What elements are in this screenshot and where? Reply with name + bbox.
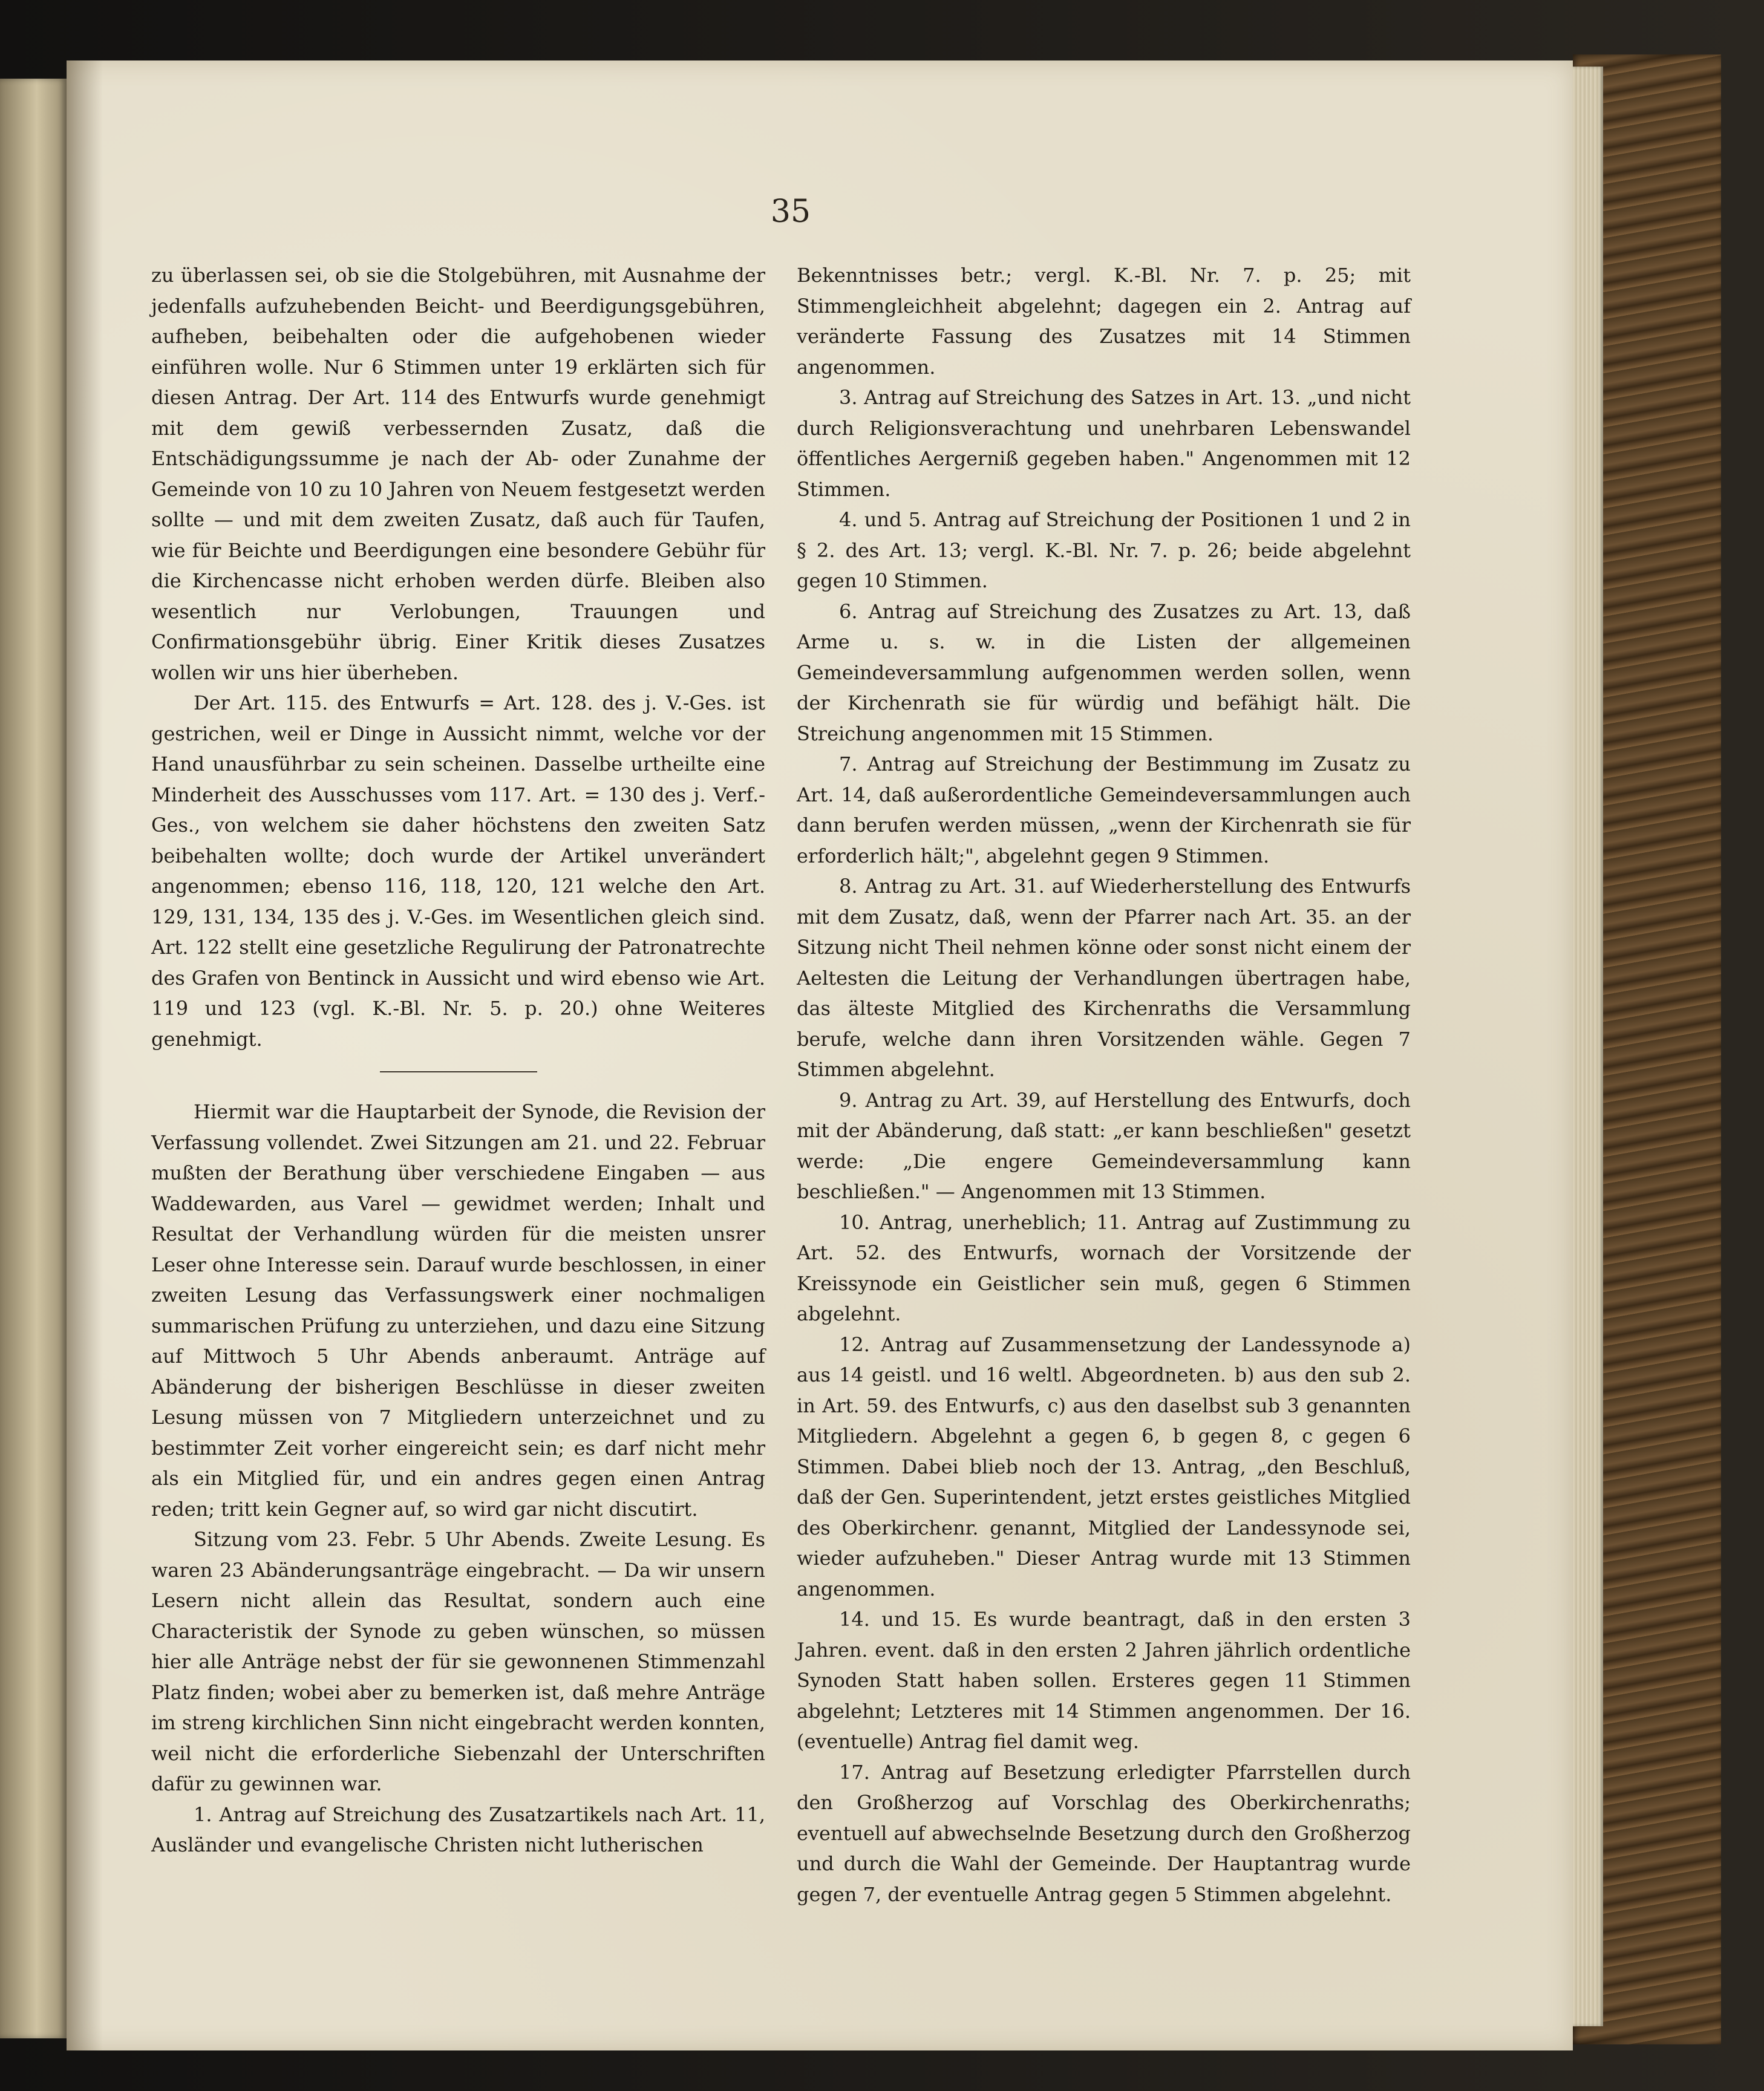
paragraph: 3. Antrag auf Streichung des Satzes in Art. 13. „und nicht durch Religionsverachtung und unehrbaren Lebenswandel öffentliches Aergerniß gegeben haben." Angenommen mit 12 Stimmen.	[797, 386, 1411, 501]
paragraph: Hiermit war die Hauptarbeit der Synode, die Revision der Verfassung vollendet. Zwei Sitzungen am 21. und 22. Februar mußten der Berathung über verschiedene Eingaben — aus Waddewarden, aus Varel — gewidmet werden; Inhalt und Resultat der Verhandlung würden für die meisten unsrer Leser ohne Interesse sein. Darauf wurde beschlossen, in einer zweiten Lesung das Verfassungswerk einer nochmaligen summarischen Prüfung zu unterziehen, und dazu eine Sitzung auf Mittwoch 5 Uhr Abends anberaumt. Anträge auf Abänderung der bisherigen Beschlüsse in dieser zweiten Lesung müssen von 7 Mitgliedern unterzeichnet und zu bestimmter Zeit vorher eingereicht sein; es darf nicht mehr als ein Mitglied für, und ein andres gegen einen Antrag reden; tritt kein Gegner auf, so wird gar nicht discutirt.	[151, 1100, 765, 1521]
paragraph: 8. Antrag zu Art. 31. auf Wiederherstellung des Entwurfs mit dem Zusatz, daß, wenn der Pfarrer nach Art. 35. an der Sitzung nicht Theil nehmen könne oder sonst nicht einem der Aeltesten die Leitung der Verhandlungen übertragen habe, das älteste Mitglied des Kirchenraths die Versammlung berufe, welche dann ihren Vorsitzenden wähle. Gegen 7 Stimmen abgelehnt.	[797, 875, 1411, 1081]
paragraph: 9. Antrag zu Art. 39, auf Herstellung des Entwurfs, doch mit der Abänderung, daß statt: „er kann beschließen" gesetzt werde: „Die engere Gemeindeversammlung kann beschließen." — Angenommen mit 13 Stimmen.	[797, 1088, 1411, 1203]
paragraph: Der Art. 115. des Entwurfs = Art. 128. des j. V.-Ges. ist gestrichen, weil er Dinge in Aussicht nimmt, welche vor der Hand unausführbar zu sein scheinen. Dasselbe urtheilte eine Minderheit des Ausschusses vom 117. Art. = 130 des j. Verf.-Ges., von welchem sie daher höchstens den zweiten Satz beibehalten wollte; doch wurde der Artikel unverändert angenommen; ebenso 116, 118, 120, 121 welche den Art. 129, 131, 134, 135 des j. V.-Ges. im Wesentlichen gleich sind. Art. 122 stellt eine gesetzliche Regulirung der Patronatrechte des Grafen von Bentinck in Aussicht und wird ebenso wie Art. 119 und 123 (vgl. K.-Bl. Nr. 5. p. 20.) ohne Weiteres genehmigt.	[151, 691, 765, 1051]
paragraph: 7. Antrag auf Streichung der Bestimmung im Zusatz zu Art. 14, daß außerordentliche Gemeindeversammlungen auch dann berufen werden müssen, „wenn der Kirchenrath sie für erforderlich hält;", abgelehnt gegen 9 Stimmen.	[797, 752, 1411, 867]
paragraph: 1. Antrag auf Streichung des Zusatzartikels nach Art. 11, Ausländer und evangelische Christen nicht lutherischen	[151, 1802, 765, 1856]
paragraph: zu überlassen sei, ob sie die Stolgebühren, mit Ausnahme der jedenfalls aufzuhebenden Beicht- und Beerdigungsgebühren, aufheben, beibehalten oder die aufgehobenen wieder einführen wolle. Nur 6 Stimmen unter 19 erklärten sich für diesen Antrag. Der Art. 114 des Entwurfs wurde genehmigt mit dem gewiß verbessernden Zusatz, daß die Entschädigungssumme je nach der Ab- oder Zunahme der Gemeinde von 10 zu 10 Jahren von Neuem festgesetzt werden sollte — und mit dem zweiten Zusatz, daß auch für Taufen, wie für Beichte und Beerdigungen eine besondere Gebühr für die Kirchencasse nicht erhoben werden dürfe. Bleiben also wesentlich nur Verlobungen, Trauungen und Confirmationsgebühr übrig. Einer Kritik dieses Zusatzes wollen wir uns hier überheben.	[151, 264, 765, 684]
right-text-column	[797, 260, 1411, 1910]
paragraph: Bekenntnisses betr.; vergl. K.-Bl. Nr. 7. p. 25; mit Stimmengleichheit abgelehnt; dagegen ein 2. Antrag auf veränderte Fassung des Zusatzes mit 14 Stimmen angenommen.	[797, 264, 1411, 379]
paragraph: 10. Antrag, unerheblich; 11. Antrag auf Zustimmung zu Art. 52. des Entwurfs, wornach der Vorsitzende der Kreissynode ein Geistlicher sein muß, gegen 6 Stimmen abgelehnt.	[797, 1210, 1411, 1325]
paragraph: Sitzung vom 23. Febr. 5 Uhr Abends. Zweite Lesung. Es waren 23 Abänderungsanträge eingebracht. — Da wir unsern Lesern nicht allein das Resultat, sondern auch eine Characteristik der Synode zu geben wünschen, so müssen hier alle Anträge nebst der für sie gewonnenen Stimmenzahl Platz finden; wobei aber zu bemerken ist, daß mehre Anträge im streng kirchlichen Sinn nicht eingebracht werden konnten, weil nicht die erforderliche Siebenzahl der Unterschriften dafür zu gewinnen war.	[151, 1528, 765, 1795]
section-divider	[380, 1071, 537, 1072]
left-page-edge	[0, 79, 67, 2038]
paragraph: 4. und 5. Antrag auf Streichung der Positionen 1 und 2 in § 2. des Art. 13; vergl. K.-Bl. Nr. 7. p. 26; beide abgelehnt gegen 10 Stimmen.	[797, 508, 1411, 592]
paragraph: 14. und 15. Es wurde beantragt, daß in den ersten 3 Jahren. event. daß in den ersten 2 Jahren jährlich ordentliche Synoden Statt haben sollen. Ersteres gegen 11 Stimmen abgelehnt; Letzteres mit 14 Stimmen angenommen. Der 16. (eventuelle) Antrag fiel damit weg.	[797, 1608, 1411, 1753]
gutter-shadow	[67, 60, 103, 2050]
paragraph: 12. Antrag auf Zusammensetzung der Landessynode a) aus 14 geistl. und 16 weltl. Abgeordneten. b) aus den sub 2. in Art. 59. des Entwurfs, c) aus den daselbst sub 3 genannten Mitgliedern. Abgelehnt a gegen 6, b gegen 8, c gegen 6 Stimmen. Dabei blieb noch der 13. Antrag, „den Beschluß, daß der Gen. Superintendent, jetzt erstes geistliches Mitglied des Oberkirchenr. genannt, Mitglied der Landessynode sei, wieder aufzuheben." Dieser Antrag wurde mit 13 Stimmen angenommen.	[797, 1333, 1411, 1600]
paragraph: 17. Antrag auf Besetzung erledigter Pfarrstellen durch den Großherzog auf Vorschlag des Oberkirchenraths; eventuell auf abwechselnde Besetzung durch den Großherzog und durch die Wahl der Gemeinde. Der Hauptantrag wurde gegen 7, der eventuelle Antrag gegen 5 Stimmen abgelehnt.	[797, 1760, 1411, 1906]
paragraph: 6. Antrag auf Streichung des Zusatzes zu Art. 13, daß Arme u. s. w. in die Listen der allgemeinen Gemeindeversammlung aufgenommen werden sollen, wenn der Kirchenrath sie für würdig und befähigt hält. Die Streichung angenommen mit 15 Stimmen.	[797, 599, 1411, 745]
page-number: 35	[770, 194, 811, 230]
left-text-column	[151, 260, 765, 1861]
